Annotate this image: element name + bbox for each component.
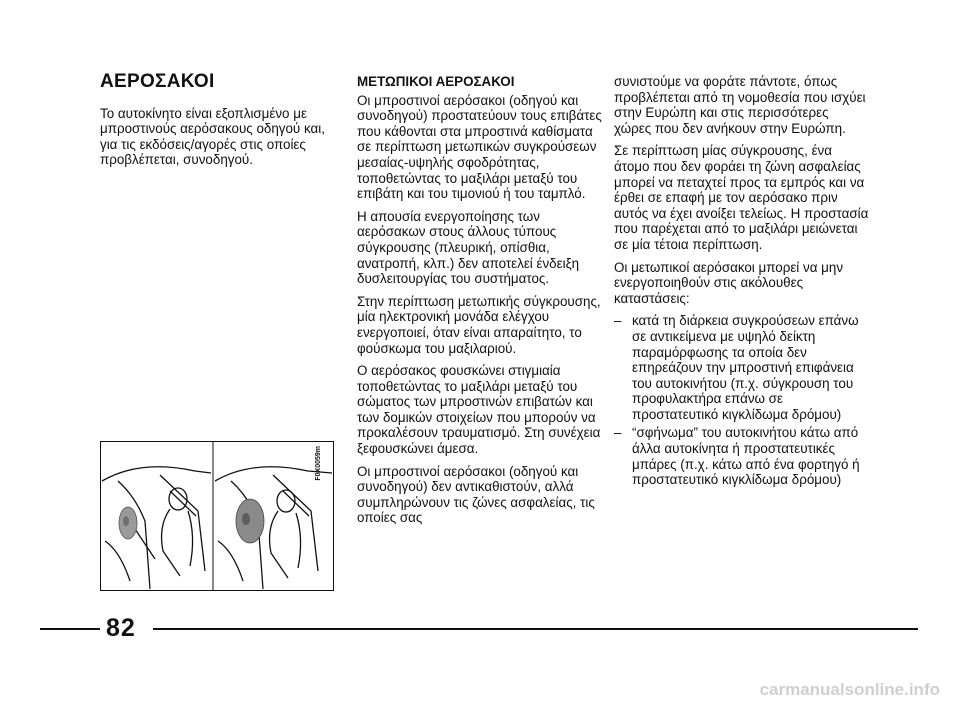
paragraph: Στην περίπτωση μετωπικής σύγκρουσης, μία ηλεκτρονική μονάδα ελέγχου ενεργοποιεί, όταν είναι απαραίτητο, το φούσκωμα του μαξιλαριού. xyxy=(357,293,601,356)
paragraph: Σε περίπτωση μίας σύγκρουσης, ένα άτομο που δεν φοράει τη ζώνη ασφαλείας μπορεί να πεταχτεί προς τα εμπρός και να έρθει σε επαφή με τον αερόσακο πριν αυτός να έχει ανοίξει τελείως. Η προστασία που παρέχεται από το μαξιλάρι μειώνεται σε μία τέτοια περίπτωση. xyxy=(614,143,869,252)
airbag-illustration xyxy=(100,441,334,591)
paragraph: Η απουσία ενεργοποίησης των αερόσακων στους άλλους τύπους σύγκρουσης (πλευρική, οπίσθια, ανατροπή, κλπ.) δεν αποτελεί ένδειξη δυσλειτουργίας του συστήματος. xyxy=(357,208,580,287)
list-item xyxy=(614,425,869,487)
figure-code xyxy=(315,446,327,526)
watermark: carmanualsonline.info xyxy=(759,680,940,699)
list-item xyxy=(614,313,869,422)
column-middle xyxy=(357,74,602,533)
footer-rule-left xyxy=(40,628,100,630)
paragraph: Οι μετωπικοί αερόσακοι μπορεί να μην ενεργοποιηθούν στις ακόλουθες καταστάσεις: xyxy=(614,259,844,306)
section-title-airbags: ΑΕΡΟΣΑΚΟΙ xyxy=(100,71,215,92)
paragraph: Οι μπροστινοί αερόσακοι (οδηγού και συνοδηγού) προστατεύουν τους επιβάτες που κάθονται στα μπροστινά καθίσματα σε περίπτωση μετωπικών συγκρούσεων μεσαίας-υψηλής σφοδρότητας, τοποθετώντας το μαξιλάρι μεταξύ του επιβάτη και του τιμονιού ή του ταμπλό. xyxy=(357,92,602,202)
paragraph: Οι μπροστινοί αερόσακοι (οδηγού και συνοδηγού) δεν αντικαθιστούν, αλλά συμπληρώνουν τις ζώνες ασφαλείας, τις οποίες σας xyxy=(357,463,595,526)
bullet-dash: – xyxy=(614,425,622,441)
paragraph: συνιστούμε να φοράτε πάντοτε, όπως προβλέπεται από τη νομοθεσία που ισχύει στην Ευρώπη και στις περισσότερες χώρες που δεν ανήκουν στην Ευρώπη. xyxy=(614,74,866,136)
section-title-frontal-airbags: ΜΕΤΩΠΙΚΟΙ ΑΕΡΟΣΑΚΟΙ xyxy=(357,74,515,89)
bullet-text: “σφήνωμα” του αυτοκινήτου κάτω από άλλα αυτοκίνητα ή προστατευτικές μπάρες (π.χ. κάτω από ένα φορτηγό ή προστατευτικό κιγκλίδωμα δρόμου) xyxy=(632,425,860,488)
intro-paragraph: Το αυτοκίνητο είναι εξοπλισμένο με μπροστινούς αερόσακους οδηγού και, για τις εκδόσεις/αγορές στις οποίες προβλέπεται, συνοδηγού. xyxy=(100,105,325,168)
column-right xyxy=(614,74,869,491)
page-number: 82 xyxy=(106,614,136,642)
figure-code-label: F0X0059m xyxy=(315,446,322,481)
column-left xyxy=(100,71,330,175)
footer-rule-right xyxy=(153,628,918,630)
bullet-dash: – xyxy=(614,313,622,329)
paragraph: Ο αερόσακος φουσκώνει στιγμιαία τοποθετώντας το μαξιλάρι μεταξύ του σώματος των μπροστινών επιβατών και των δομικών στοιχείων που μπορούν να προκαλέσουν τραυματισμό. Στη συνέχεια ξεφουσκώνει άμεσα. xyxy=(357,363,601,457)
bullet-text: κατά τη διάρκεια συγκρούσεων επάνω σε αντικείμενα με υψηλό δείκτη παραμόρφωσης τα οποία δεν επηρεάζουν την μπροστινή επιφάνεια του αυτοκινήτου (π.χ. σύγκρουση του προφυλακτήρα επάνω σε προστατευτικό κιγκλίδωμα δρόμου) xyxy=(632,313,859,422)
